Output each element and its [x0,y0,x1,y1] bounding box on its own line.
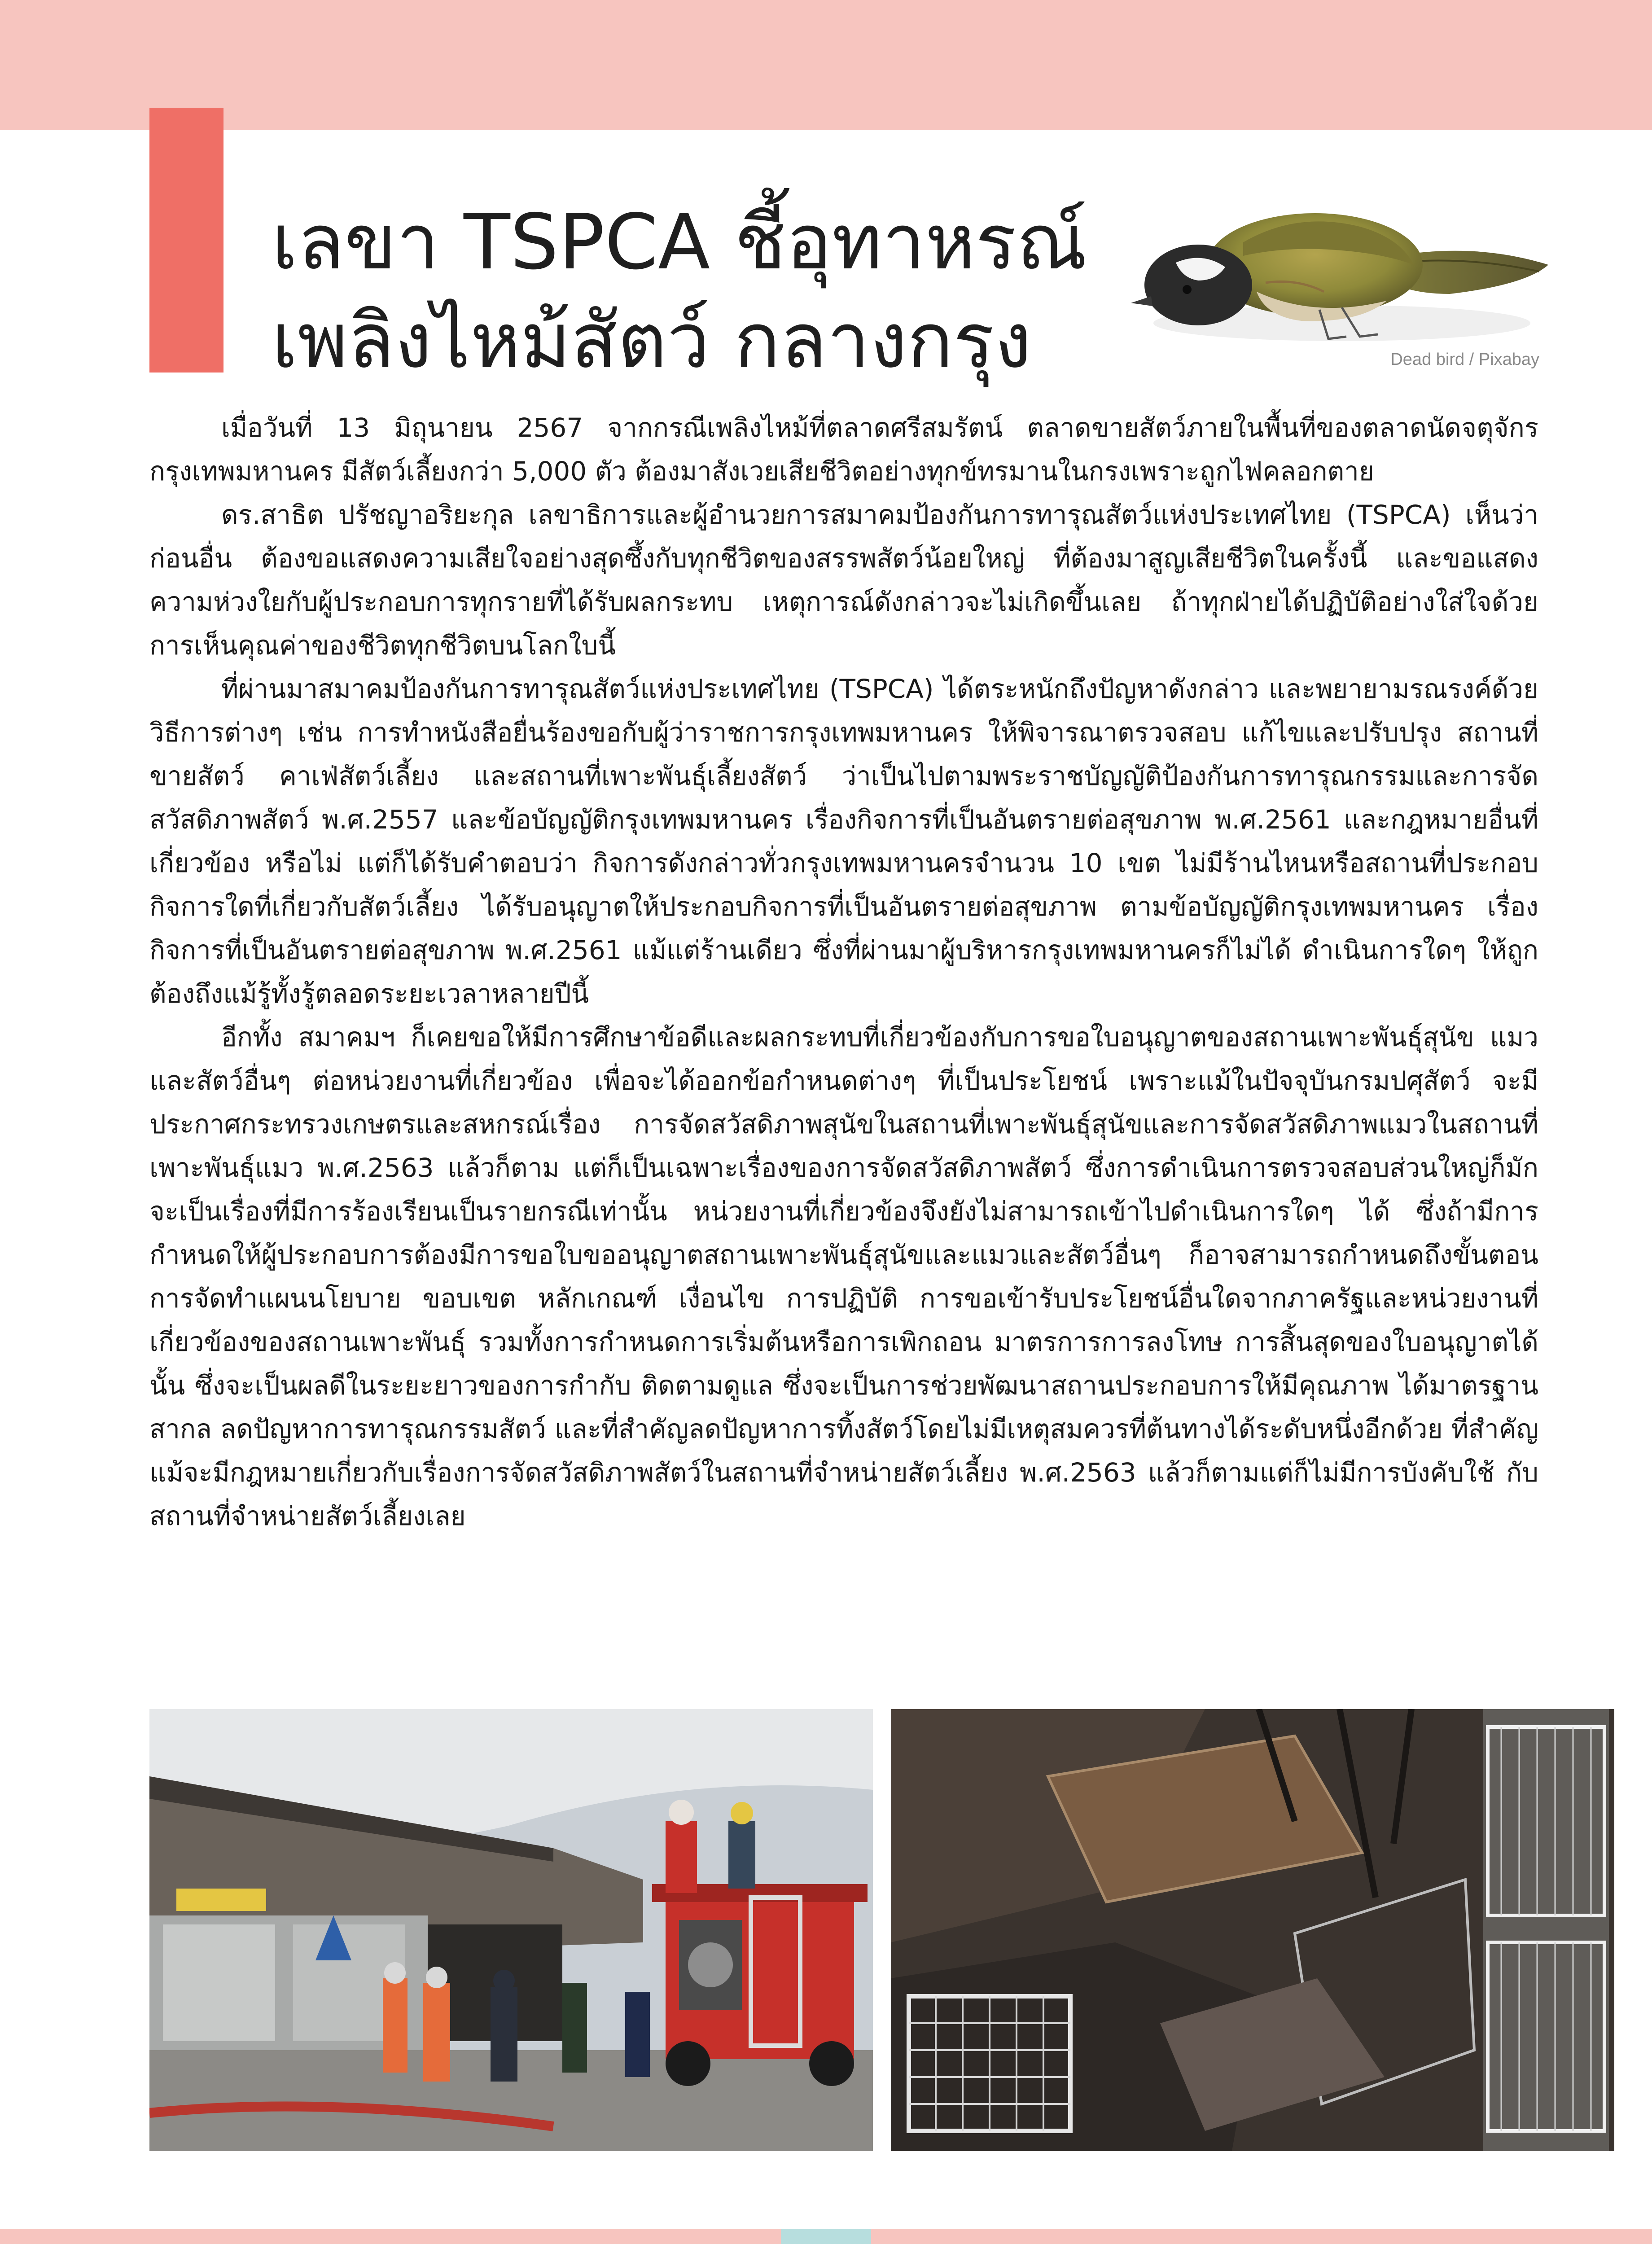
burned-cages-photo-icon [891,1709,1614,2151]
title-line-1: เลขา TSPCA ชี้อุทาหรณ์ [272,198,1087,287]
firefighters-photo-icon [149,1709,873,2151]
article-paragraph: ที่ผ่านมาสมาคมป้องกันการทารุณสัตว์แห่งประเทศไทย (TSPCA) ได้ตระหนักถึงปัญหาดังกล่าว และพยายามรณรงค์ด้วยวิธีการต่างๆ เช่น การทำหนังสือยื่นร้องขอกับผู้ว่าราชการกรุงเทพมหานคร ให้พิจารณาตรวจสอบ แก้ไขและปรับปรุง สถานที่ขายสัตว์ คาเฟ่สัตว์เลี้ยง และสถานที่เพาะพันธุ์เลี้ยงสัตว์ ว่าเป็นไปตามพระราชบัญญัติป้องกันการทารุณกรรมและการจัดสวัสดิภาพสัตว์ พ.ศ.2557 และข้อบัญญัติกรุงเทพมหานคร เรื่องกิจการที่เป็นอันตรายต่อสุขภาพ พ.ศ.2561 และกฎหมายอื่นที่เกี่ยวข้อง หรือไม่ แต่ก็ได้รับคำตอบว่า กิจการดังกล่าวทั่วกรุงเทพมหานครจำนวน 10 เขต ไม่มีร้านไหนหรือสถานที่ประกอบกิจการใดที่เกี่ยวกับสัตว์เลี้ยง ได้รับอนุญาตให้ประกอบกิจการที่เป็นอันตรายต่อสุขภาพ ตามข้อบัญญัติกรุงเทพมหานคร เรื่องกิจการที่เป็นอันตรายต่อสุขภาพ พ.ศ.2561 แม้แต่ร้านเดียว ซึ่งที่ผ่านมาผู้บริหารกรุงเทพมหานครก็ไม่ได้ ดำเนินการใดๆ ให้ถูกต้องถึงแม้รู้ทั้งรู้ตลอดระยะเวลาหลายปีนี้ [149,674,1538,1009]
article-paragraph: เมื่อวันที่ 13 มิถุนายน 2567 จากกรณีเพลิงไหม้ที่ตลาดศรีสมรัตน์ ตลาดขายสัตว์ภายในพื้นที่ของตลาดนัดจตุจักร กรุงเทพมหานคร มีสัตว์เลี้ยงกว่า 5,000 ตัว ต้องมาสังเวยเสียชีวิตอย่างทุกข์ทรมานในกรงเพราะถูกไฟคลอกตาย [149,412,1538,486]
article-paragraph: ดร.สาธิต ปรัชญาอริยะกุล เลขาธิการและผู้อำนวยการสมาคมป้องกันการทารุณสัตว์แห่งประเทศไทย (TSPCA) เห็นว่าก่อนอื่น ต้องขอแสดงความเสียใจอย่างสุดซึ้งกับทุกชีวิตของสรรพสัตว์น้อยใหญ่ ที่ต้องมาสูญเสียชีวิตในครั้งนี้ และขอแสดงความห่วงใยกับผู้ประกอบการทุกรายที่ได้รับผลกระทบ เหตุการณ์ดังกล่าวจะไม่เกิดขึ้นเลย ถ้าทุกฝ่ายได้ปฏิบัติอย่างใส่ใจด้วยการเห็นคุณค่าของชีวิตทุกชีวิตบนโลกใบนี้ [149,500,1538,661]
photo-caption: Dead bird / Pixabay [1390,350,1539,369]
top-band [0,0,1652,130]
page-number-tab [781,2229,871,2244]
title-accent-bar [149,108,223,373]
dead-bird-photo-icon [1109,188,1557,359]
article-title [272,193,1124,390]
article-paragraph: อีกทั้ง สมาคมฯ ก็เคยขอให้มีการศึกษาข้อดีและผลกระทบที่เกี่ยวข้องกับการขอใบอนุญาตของสถานเพาะพันธุ์สุนัข แมวและสัตว์อื่นๆ ต่อหน่วยงานที่เกี่ยวข้อง เพื่อจะได้ออกข้อกำหนดต่างๆ ที่เป็นประโยชน์ เพราะแม้ในปัจจุบันกรมปศุสัตว์ จะมีประกาศกระทรวงเกษตรและสหกรณ์เรื่อง การจัดสวัสดิภาพสุนัขในสถานที่เพาะพันธุ์สุนัขและการจัดสวัสดิภาพแมวในสถานที่เพาะพันธุ์แมว พ.ศ.2563 แล้วก็ตาม แต่ก็เป็นเฉพาะเรื่องของการจัดสวัสดิภาพสัตว์ ซึ่งการดำเนินการตรวจสอบส่วนใหญ่ก็มักจะเป็นเรื่องที่มีการร้องเรียนเป็นรายกรณีเท่านั้น หน่วยงานที่เกี่ยวข้องจึงยังไม่สามารถเข้าไปดำเนินการใดๆ ได้ ซึ่งถ้ามีการกำหนดให้ผู้ประกอบการต้องมีการขอใบขออนุญาตสถานเพาะพันธุ์สุนัขและแมวและสัตว์อื่นๆ ก็อาจสามารถกำหนดถึงขั้นตอนการจัดทำแผนนโยบาย ขอบเขต หลักเกณฑ์ เงื่อนไข การปฏิบัติ การขอเข้ารับประโยชน์อื่นใดจากภาครัฐและหน่วยงานที่เกี่ยวข้องของสถานเพาะพันธุ์ รวมทั้งการกำหนดการเริ่มต้นหรือการเพิกถอน มาตรการการลงโทษ การสิ้นสุดของใบอนุญาตได้นั้น ซึ่งจะเป็นผลดีในระยะยาวของการกำกับ ติดตามดูแล ซึ่งจะเป็นการช่วยพัฒนาสถานประกอบการให้มีคุณภาพ ได้มาตรฐานสากล ลดปัญหาการทารุณกรรมสัตว์ และที่สำคัญลดปัญหาการทิ้งสัตว์โดยไม่มีเหตุสมควรที่ต้นทางได้ระดับหนึ่งอีกด้วย ที่สำคัญแม้จะมีกฎหมายเกี่ยวกับเรื่องการจัดสวัสดิภาพสัตว์ในสถานที่จำหน่ายสัตว์เลี้ยง พ.ศ.2563 แล้วก็ตามแต่ก็ไม่มีการบังคับใช้ กับสถานที่จำหน่ายสัตว์เลี้ยงเลย [149,1022,1538,1531]
title-line-2: เพลิงไหม้สัตว์ กลางกรุง [272,297,1032,386]
article-body [149,406,1538,1538]
